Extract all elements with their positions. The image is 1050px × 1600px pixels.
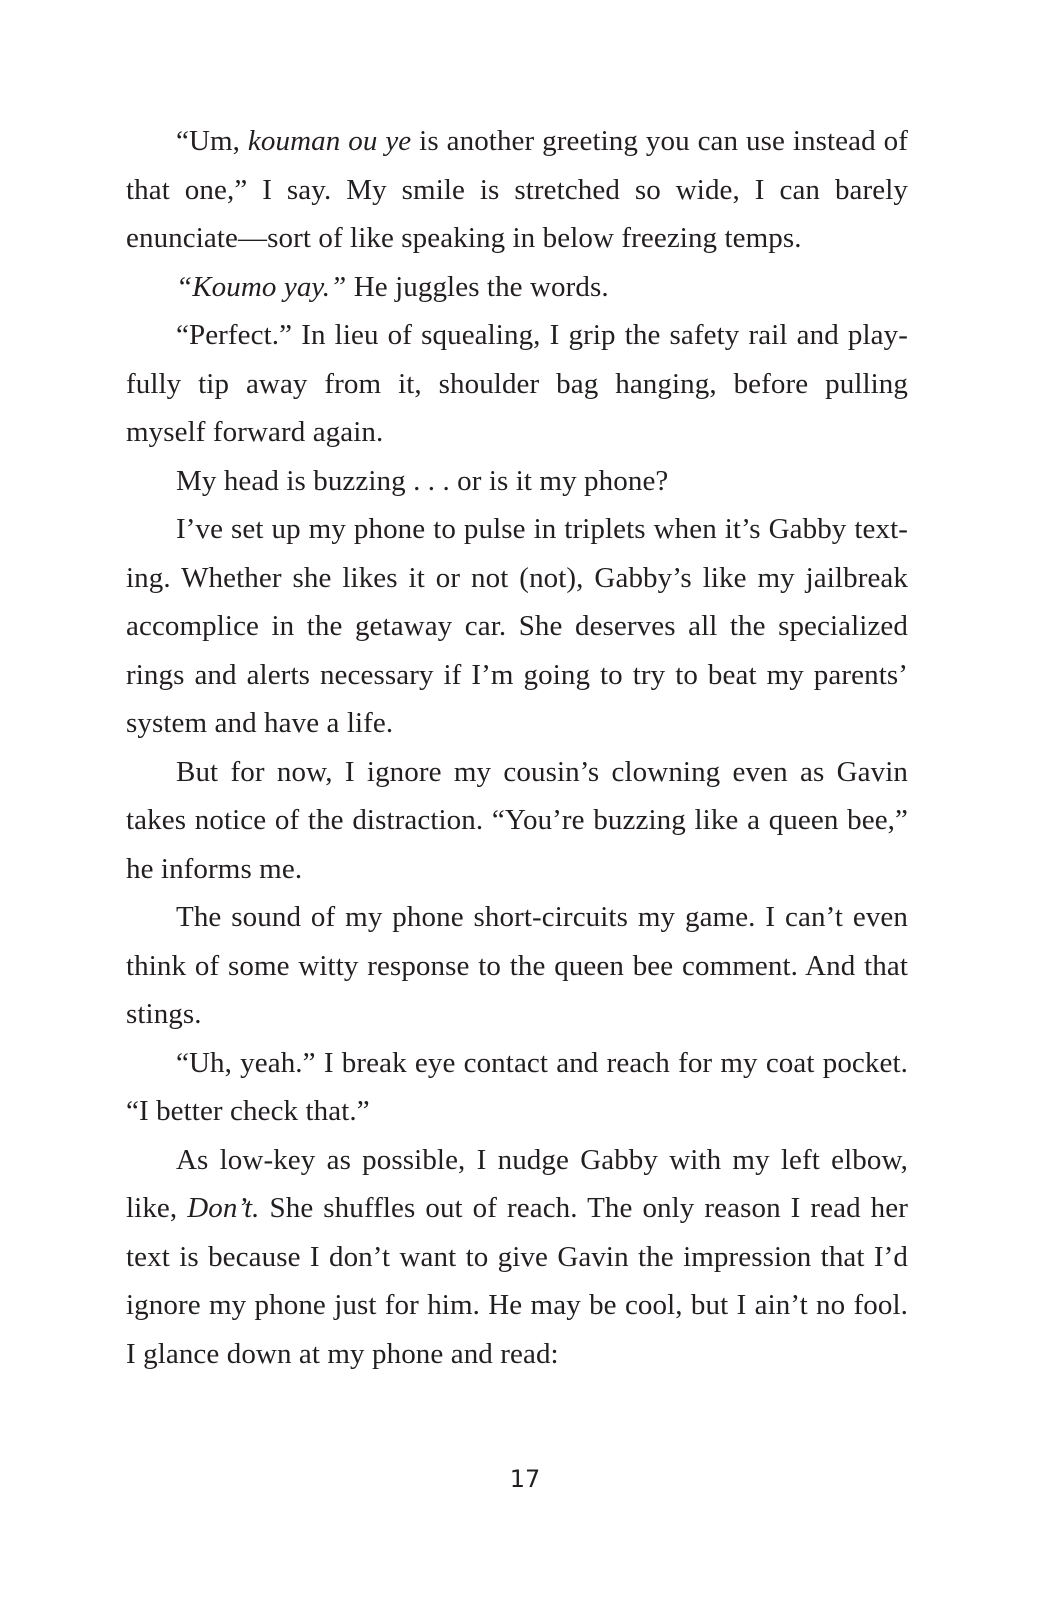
paragraph [126,748,908,894]
text-segment: She shuffles out of reach. The only reason I read her text is because I don’t want to give Gavin the impression that I’d ignore my phone just for him. He may be cool, but I ain’t no fool. I glance down at my phone and read: [126,1192,908,1370]
text-segment: “Um, [176,125,248,157]
italic-text-segment: “Koumo yay.” [176,270,347,303]
text-segment: My head is buzzing . . . or is it my phone? [176,464,669,497]
text-segment: I’ve set up my phone to pulse in triplets when it’s Gabby text-ing. Whether she likes it or not (not), Gabby’s like my jailbreak accomplice in the getaway car. She deserves all the specialized rings and alerts necessary if I’m going to try to beat my parents’ system and have a life. [126,513,908,739]
italic-text-segment: kouman ou ye [247,125,412,157]
text-segment: He juggles the words. [346,270,609,303]
text-segment: But for now, I ignore my cousin’s clowning even as Gavin takes notice of the distraction. “You’re buzzing like a queen bee,” he informs me. [126,755,908,885]
paragraph [126,457,908,506]
paragraph [126,505,908,748]
text-segment: As low-key as possible, I nudge Gabby with my left elbow, like, [126,1143,908,1224]
paragraph [126,893,908,1039]
paragraph [126,311,908,457]
paragraph [126,117,908,263]
italic-text-segment: Don’t. [187,1192,260,1224]
text-segment: “Uh, yeah.” I break eye contact and reach for my coat pocket. “I better check that.” [126,1046,908,1127]
body-text [126,117,908,1378]
text-segment: The sound of my phone short-circuits my game. I can’t even think of some witty response to the queen bee comment. And that stings. [126,901,908,1030]
paragraph [126,1136,908,1379]
paragraph [126,1039,908,1136]
paragraph [126,263,908,312]
text-segment: is another greeting you can use instead of that one,” I say. My smile is stretched so wide, I can barely enunciate—sort of like speaking in below freezing temps. [126,125,908,254]
page-number: 17 [509,1465,541,1493]
text-segment: “Perfect.” In lieu of squealing, I grip the safety rail and play-fully tip away from it, shoulder bag hanging, before pulling myself forward again. [126,319,908,448]
